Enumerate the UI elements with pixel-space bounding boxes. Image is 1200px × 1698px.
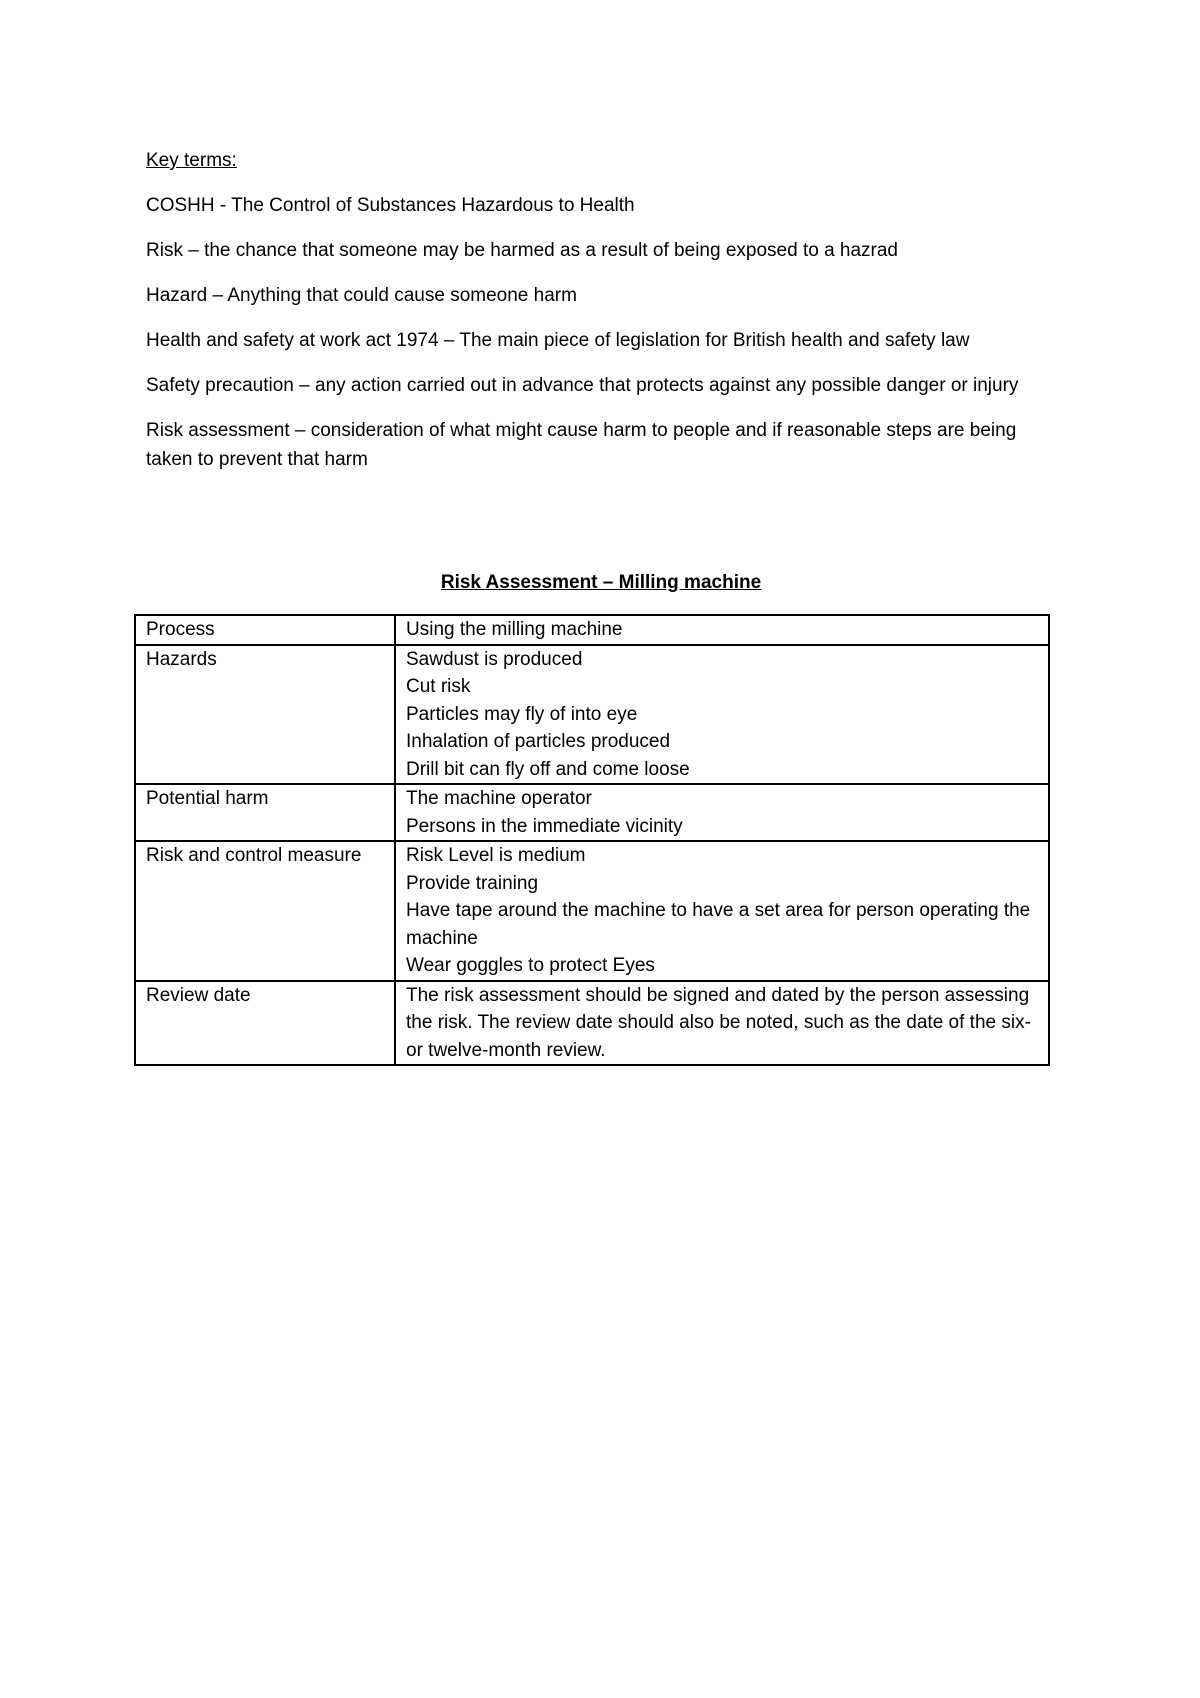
list-item: Particles may fly of into eye [406,703,638,725]
list-item: Have tape around the machine to have a set area for person operating the machine [406,900,1031,949]
row-value-process [395,615,1049,645]
list-item: The machine operator [406,788,592,809]
list-item: Cut risk [406,676,471,697]
table-row [135,645,1049,785]
list-item: Risk Level is medium [406,845,586,866]
term-safety-precaution: Safety precaution – any action carried out in advance that protects against any possible danger or injury [146,375,1019,396]
row-value-hazards [395,645,1049,785]
list-item: Using the milling machine [406,619,623,640]
list-item: Wear goggles to protect Eyes [406,955,655,976]
risk-assessment-table [134,614,1050,1066]
row-value-review-date [395,981,1049,1066]
key-terms-heading: Key terms: [146,150,237,171]
row-value-potential-harm [395,784,1049,841]
table-row [135,981,1049,1066]
table-row [135,841,1049,981]
risk-table-title: Risk Assessment – Milling machine [440,572,762,593]
row-label-process: Process [135,615,395,645]
row-label-review-date: Review date [135,981,395,1066]
row-value-risk-control [395,841,1049,981]
table-row [135,615,1049,645]
list-item: Drill bit can fly off and come loose [406,758,690,780]
term-coshh: COSHH - The Control of Substances Hazardous to Health [146,195,635,216]
key-terms-section [146,146,1056,490]
term-hazard: Hazard – Anything that could cause someone harm [146,285,577,306]
list-item: The risk assessment should be signed and dated by the person assessing the risk. The review date should also be noted, such as the date of the six- or twelve-month review. [406,984,1031,1061]
term-risk: Risk – the chance that someone may be harmed as a result of being exposed to a hazrad [146,240,899,261]
list-item: Sawdust is produced [406,648,583,670]
term-risk-assessment: Risk assessment – consideration of what might cause harm to people and if reasonable steps are being taken to prevent that harm [146,420,1017,470]
row-label-risk-control: Risk and control measure [135,841,395,981]
list-item: Persons in the immediate vicinity [406,815,683,837]
list-item: Inhalation of particles produced [406,731,671,752]
row-label-potential-harm: Potential harm [135,784,395,841]
term-hswa-1974: Health and safety at work act 1974 – The main piece of legislation for British health and safety law [146,330,970,351]
table-row [135,784,1049,841]
list-item: Provide training [406,872,539,894]
row-label-hazards: Hazards [135,645,395,785]
